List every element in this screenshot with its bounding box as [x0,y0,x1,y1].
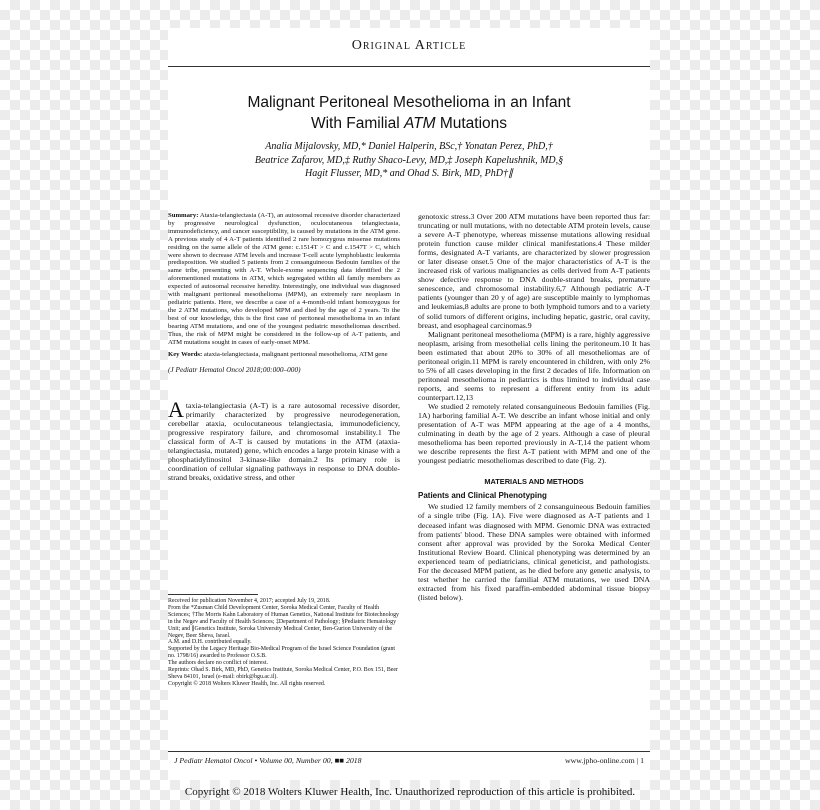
footnote-equal-contribution: A.M. and D.H. contributed equally. [168,639,252,646]
footnote-copyright: Copyright © 2018 Wolters Kluwer Health, Inc. All rights reserved. [168,680,326,687]
journal-url-page: www.jpho-online.com | 1 [564,756,644,765]
body-paragraph: genotoxic stress.3 Over 200 ATM mutations have been reported thus far: truncating or null mutations, with no detectable ATM protein levels, cause a severe A-T phenotype, whereas missense mutations allowing residual protein function cause milder clinical manifestations.4 These milder forms, designated A-T variants, are characterized by slower progression or later disease onset.5 One of the major characteristics of A-T is the increased risk of various malignancies as cells derived from A-T patients show defective response to DNA double-strand breaks, premature senescence, and chromosomal instability.6,7 Although pediatric A-T patients (younger than 20 y of age) are susceptible mainly to lymphomas and leukemias,8 adults are prone to both lymphoid tumors and to a variety of solid tumors of different origins, including hepatic, gastric, oral cavity, breast, and esophageal carcinomas.9 [418,212,650,330]
citation: (J Pediatr Hematol Oncol 2018;00:000–000) [168,365,301,375]
abstract [168,212,400,346]
body-paragraph: Malignant peritoneal mesothelioma (MPM) is a rare, highly aggressive neoplasm, arising from mesothelial cells lining the peritoneum.10 It has been estimated that about 20% to 30% of all mesotheliomas are of peritoneal origin.11 MPM is rarely encountered in children, with only 2% to 5% of all cases developing in the first 2 decades of life. Information on peritoneal mesothelioma in pediatrics is thus limited to individual case reports, and seems to represent a different entity from its adult counterpart.12,13 [418,329,650,402]
right-column [418,212,650,602]
abstract-text: Ataxia-telangiectasia (A-T), an autosomal recessive disorder characterized by progressive neurological dysfunction, oculocutaneous telangiectasia, immunodeficiency, and cancer susceptibility, is caused by mutations in the ATM gene. A previous study of 4 A-T patients identified 2 rare homozygous missense mutations residing on the same allele of the ATM gene: c.1514T > C and c.1547T > C, which were shown to decrease ATM levels and increase T-cell acute lymphoblastic leukemia predisposition. We studied 5 patients from 2 consanguineous Bedouin families of the same tribe, presenting with A-T. Whole-exome sequencing data identified the 2 aforementioned mutations in ATM, which segregated within all family members as expected of autosomal recessive heredity. Interestingly, one individual was diagnosed with malignant peritoneal mesothelioma (MPM), an extremely rare neoplasm in pediatric patients. Here, we describe a case of a 4-month-old infant homozygous for the 2 ATM mutations, who developed MPM and died by the age of 2 years. To the best of our knowledge, this is the first case of peritoneal mesothelioma in an infant bearing ATM mutations, and one of the youngest pediatric mesotheliomas described. Thus, the risk of MPM might be considered in the follow-up of A-T patients, and ATM mutations sought in cases of early-onset MPM. [168,212,400,346]
body-paragraph: We studied 12 family members of 2 consanguineous Bedouin families of a single tribe (Fig. 1A). Five were diagnosed as A-T patients and 1 deceased infant was diagnosed with MPM. Genomic DNA was extracted from patients' blood. These DNA samples were obtained with informed consent after approval was provided by the Soroka Medical Center Institutional Review Board. Clinical phenotyping was determined by an experienced team of pediatricians, clinical geneticist, and pathologists. For the deceased MPM patient, as he died before any genetic analysis, to test whether he carried the familial ATM mutations, we used DNA extracted from his fixed paraffin-embedded abdominal tissue biopsy (listed below). [418,502,650,602]
copyright-notice: Copyright © 2018 Wolters Kluwer Health, Inc. Unauthorized reproduction of this article is prohibited. [184,786,636,798]
title-line-2 [168,113,650,134]
title-line-2-post: Mutations [435,115,508,132]
header-rule [168,66,650,67]
article-page [168,28,650,780]
subsection-heading: Patients and Clinical Phenotyping [418,491,547,501]
footer-rule [168,751,650,752]
footnotes [168,598,400,688]
journal-issue-line: J Pediatr Hematol Oncol • Volume 00, Number 00, ■■ 2018 [174,756,362,765]
article-title [168,92,650,134]
body-paragraph: We studied 2 remotely related consanguineous Bedouin families (Fig. 1A) harboring familial A-T. We describe an infant whose initial and only presentation of A-T was MPM appearing at the age of a 4 months, culminating in death by the age of 2 years. Although a case of pleural mesothelioma has been reported previously in A-T,14 the patient whom we describe represents the first A-T patient with MPM and one of the youngest pediatric mesotheliomas described to date (Fig. 2). [418,401,650,466]
title-line-2-pre: With Familial [310,115,404,132]
author-line-3: Hagit Flusser, MD,* and Ohad S. Birk, MD, PhD†∥ [304,168,514,180]
section-heading: MATERIALS AND METHODS [484,477,584,487]
introduction [168,396,400,482]
footnote-reprints: Reprints: Ohad S. Birk, MD, PhD, Genetics Institute, Soroka Medical Center, P.O. Box 151, Beer Sheva 84101, Israel (e-mail: obirk@bgu.ac.il). [168,667,398,680]
footnote-conflict: The authors declare no conflict of interest. [168,660,268,667]
footnote-funding: Supported by the Legacy Heritage Bio-Medical Program of the Israel Science Foundation (grant no. 1798/16) awarded to Professor O.S.B. [168,646,396,660]
author-line-1: Analia Mijalovsky, MD,* Daniel Halperin, BSc,† Yonatan Perez, PhD,† [265,141,553,152]
keywords-text: ataxia-telangiectasia, malignant peritoneal mesothelioma, ATM gene [202,351,388,359]
abstract-label: Summary: [168,212,199,219]
footnote-affiliations: From the *Zusman Child Development Center, Soroka Medical Center, Faculty of Health Sciences; †The Morris Kahn Laboratory of Human Genetics, National Institute for Biotechnology in the Negev and Faculty of Health Sciences; ‡Department of Pathology; §Pediatric Hematology Unit; and ∥Genetics Institute, Soroka University Medical Center, Ben-Gurion University of the Negev, Beer Sheva, Israel. [168,604,399,639]
title-line-1: Malignant Peritoneal Mesothelioma in an Infant [247,94,571,111]
introduction-text: taxia-telangiectasia (A-T) is a rare autosomal recessive disorder, primarily characterized by progressive neurodegeneration, cerebellar ataxia, oculocutaneous telangiectasia, immunodeficiency, progressive respiratory failure, and chromosomal instability.1 The classical form of A-T is caused by mutations in the ATM (ataxia-telangiectasia, mutated) gene, which encodes a large protein kinase with a phosphatidylinositol 3-kinase-like domain.2 Its primary role is coordination of cellular signaling pathways in response to DNA double-strand breaks, oxidative stress, and other [168,400,400,482]
section-header: Original Article [351,38,467,53]
title-gene-name: ATM [403,115,436,132]
author-line-2: Beatrice Zafarov, MD,‡ Ruthy Shaco-Levy, MD,‡ Joseph Kapelushnik, MD,§ [254,154,564,166]
keywords [168,351,400,359]
left-column [168,212,400,482]
footnote-rule [168,594,258,595]
footnote-received: Received for publication November 4, 2017; accepted July 19, 2018. [168,598,331,604]
drop-cap: A [168,396,184,422]
keywords-label: Key Words: [168,351,203,359]
author-list [168,140,650,181]
